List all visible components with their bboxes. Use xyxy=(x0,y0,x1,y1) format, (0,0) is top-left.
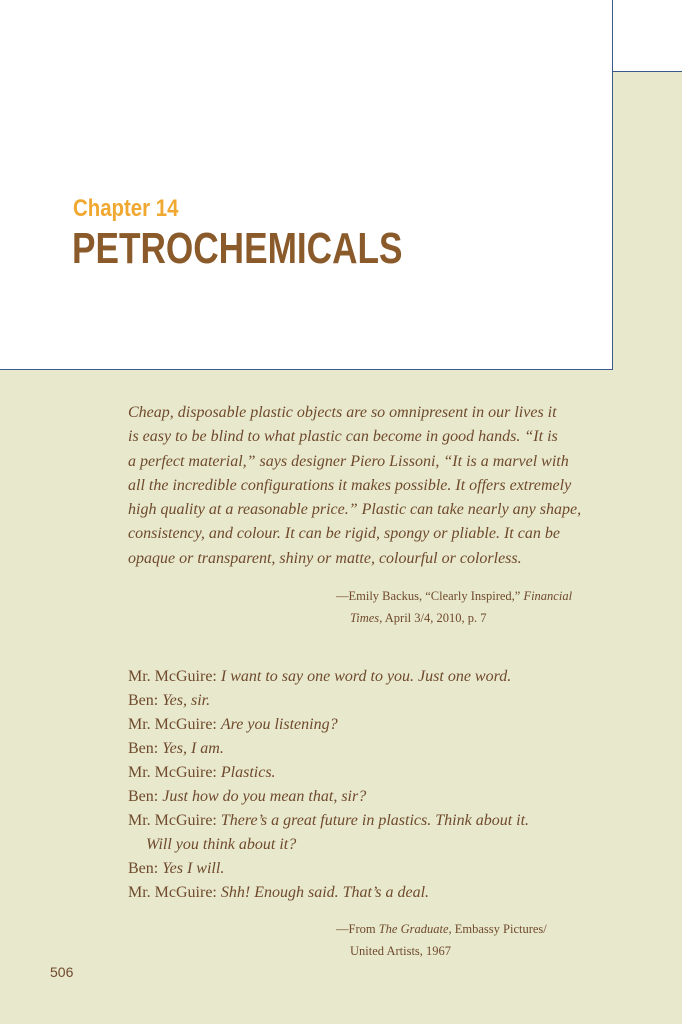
dialogue-line xyxy=(128,665,598,689)
dialogue-line xyxy=(128,761,598,785)
header-rule xyxy=(612,71,682,72)
dialogue-speech: There’s a great future in plastics. Think about it. xyxy=(220,812,530,829)
dialogue-speech: Shh! Enough said. That’s a deal. xyxy=(220,884,430,901)
epigraph-line: a perfect material,” says designer Piero Lissoni, “It is a marvel with xyxy=(128,452,569,470)
dialogue-line xyxy=(128,689,598,713)
epigraph-attribution xyxy=(336,585,572,629)
dialogue-speech: Yes I will. xyxy=(162,860,225,877)
attribution-work: The Graduate xyxy=(378,922,449,936)
dialogue-line xyxy=(128,785,598,809)
page-number: 506 xyxy=(50,964,74,980)
dialogue-speaker: Ben: xyxy=(128,692,163,709)
attribution-author: —Emily Backus, “Clearly Inspired,” xyxy=(336,589,524,603)
dialogue-line xyxy=(128,713,598,737)
dialogue-speaker: Mr. McGuire: xyxy=(128,884,221,901)
dialogue-attribution xyxy=(336,918,547,962)
dialogue-speaker: Mr. McGuire: xyxy=(128,716,221,733)
attribution-source: Financial xyxy=(523,589,573,603)
attribution-from: —From xyxy=(336,922,379,936)
attribution-source-cont: Times xyxy=(350,611,380,625)
epigraph-line: all the incredible configurations it makes possible. It offers extremely xyxy=(128,476,572,494)
chapter-header-panel xyxy=(0,0,613,370)
chapter-label: Chapter 14 xyxy=(73,195,179,222)
dialogue-line xyxy=(128,881,598,905)
epigraph-line: high quality at a reasonable price.” Plastic can take nearly any shape, xyxy=(128,501,582,519)
dialogue-speech: Yes, sir. xyxy=(162,692,211,709)
dialogue-speaker: Ben: xyxy=(128,860,163,877)
dialogue-speaker: Ben: xyxy=(128,788,163,805)
dialogue-speech: Yes, I am. xyxy=(162,740,224,757)
epigraph-line: consistency, and colour. It can be rigid, spongy or pliable. It can be xyxy=(128,525,560,543)
attribution-distributor: United Artists, 1967 xyxy=(350,944,452,958)
attribution-studio: , Embassy Pictures/ xyxy=(448,922,547,936)
dialogue-line-continued: Will you think about it? xyxy=(146,836,297,853)
dialogue-speech: Are you listening? xyxy=(220,716,338,733)
dialogue-speech: Just how do you mean that, sir? xyxy=(162,788,367,805)
dialogue-line xyxy=(128,737,598,761)
dialogue-speech: Plastics. xyxy=(220,764,276,781)
dialogue-speaker: Ben: xyxy=(128,740,163,757)
dialogue-speaker: Mr. McGuire: xyxy=(128,812,221,829)
dialogue-speaker: Mr. McGuire: xyxy=(128,764,221,781)
dialogue-line xyxy=(128,809,598,833)
dialogue-speaker: Mr. McGuire: xyxy=(128,668,221,685)
chapter-title: PETROCHEMICALS xyxy=(72,224,403,273)
epigraph-line: Cheap, disposable plastic objects are so omnipresent in our lives it xyxy=(128,404,557,421)
dialogue-excerpt xyxy=(128,665,598,905)
epigraph-quote xyxy=(128,401,598,571)
dialogue-speech: I want to say one word to you. Just one word. xyxy=(220,668,512,685)
epigraph-line: opaque or transparent, shiny or matte, colourful or colorless. xyxy=(128,549,522,567)
dialogue-line xyxy=(128,857,598,881)
attribution-date: , April 3/4, 2010, p. 7 xyxy=(379,611,487,625)
epigraph-line: is easy to be blind to what plastic can become in good hands. “It is xyxy=(128,428,558,446)
